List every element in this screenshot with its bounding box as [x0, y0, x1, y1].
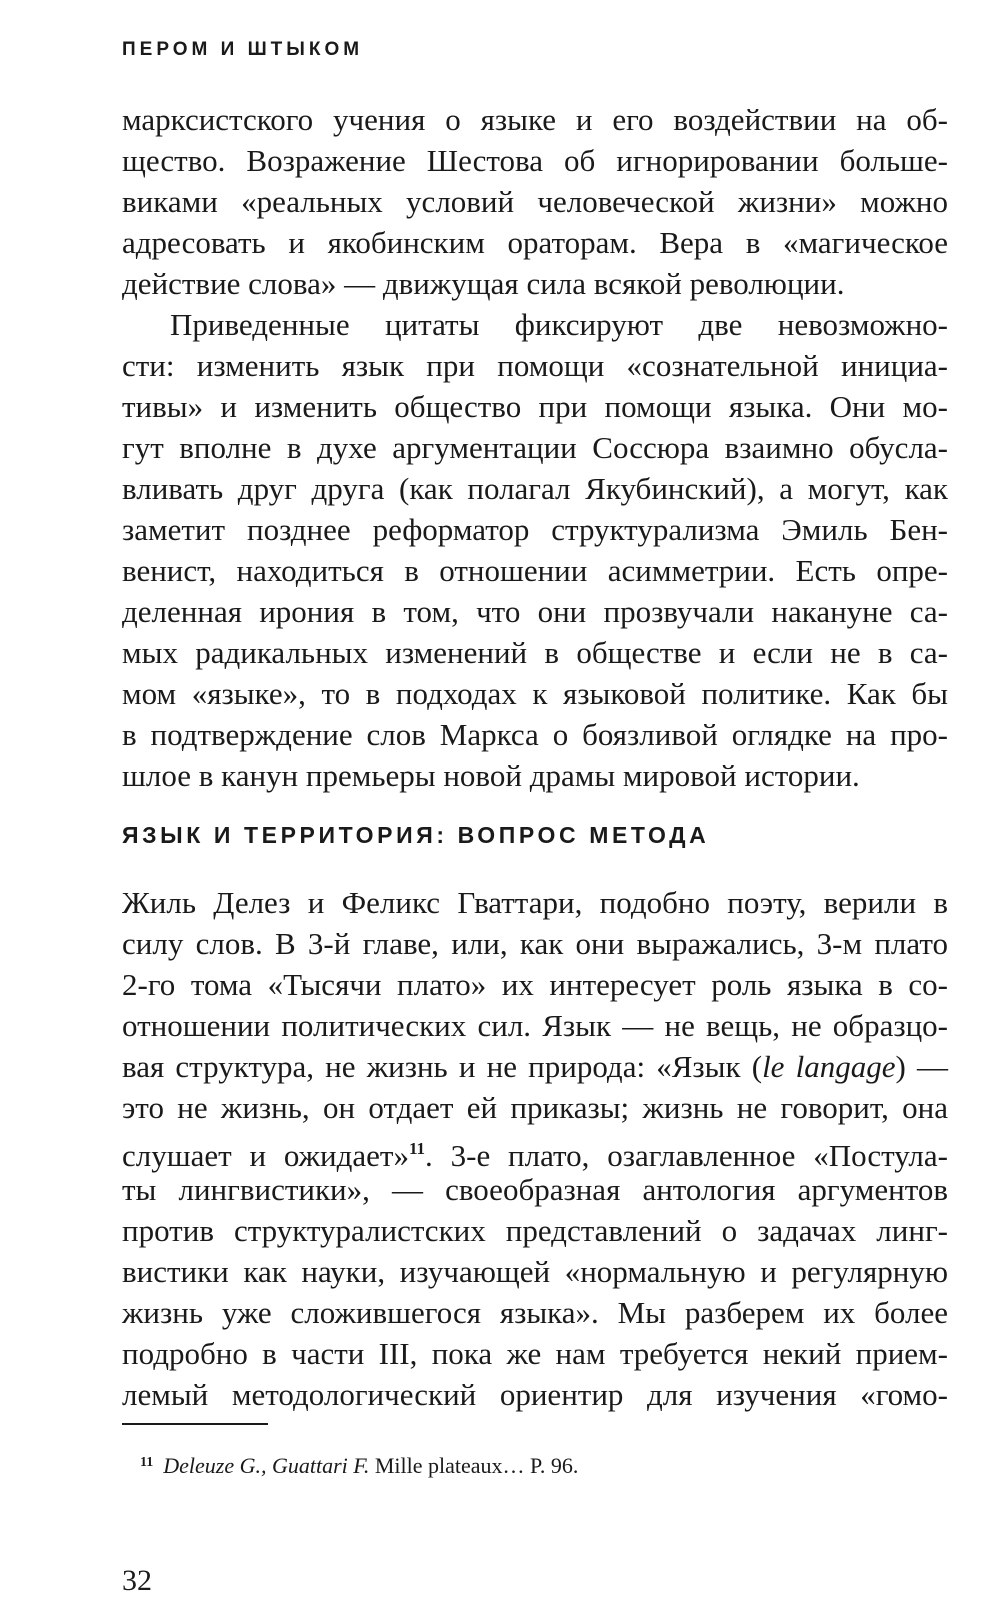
footnote-number: 11	[140, 1455, 154, 1470]
text-line: мом «языке», то в подходах к языковой политике. Как бы	[122, 676, 948, 711]
text-line: тивы» и изменить общество при помощи языка. Они мо-	[122, 389, 948, 424]
running-head: ПЕРОМ И ШТЫКОМ	[122, 39, 364, 60]
text-segment: слушает и ожидает»	[122, 1138, 409, 1173]
footnote-reference[interactable]: 11	[408, 1139, 426, 1158]
text-line: сти: изменить язык при помощи «сознательной инициа-	[122, 348, 948, 383]
footnote-authors: Deleuze G., Guattari F.	[163, 1453, 370, 1478]
text-line: шлое в канун премьеры новой драмы мировой истории.	[122, 758, 860, 793]
text-line: гут вполне в духе аргументации Соссюра взаимно обусла-	[122, 430, 948, 465]
page-number: 32	[122, 1564, 152, 1597]
text-line: лемый методологический ориентир для изучения «гомо-	[122, 1377, 948, 1412]
text-line: Жиль Делез и Феликс Гваттари, подобно поэту, верили в	[122, 885, 948, 920]
text-line: мых радикальных изменений в обществе и если не в са-	[122, 635, 948, 670]
text-line	[122, 1047, 948, 1087]
text-line: силу слов. В 3-й главе, или, как они выражались, 3-м плато	[122, 926, 948, 961]
text-line: действие слова» — движущая сила всякой революции.	[122, 266, 845, 301]
text-line: вливать друг друга (как полагал Якубинский), а могут, как	[122, 471, 948, 506]
text-line: деленная ирония в том, что они прозвучали накануне са-	[122, 594, 948, 629]
text-line: марксистского учения о языке и его воздействии на об-	[122, 102, 948, 137]
text-line: 2-го тома «Тысячи плато» их интересует роль языка в со-	[122, 967, 948, 1002]
text-line: в подтверждение слов Маркса о боязливой оглядке на про-	[122, 717, 948, 752]
text-line: подробно в части III, пока же нам требуется некий прием-	[122, 1336, 948, 1371]
text-segment: ) —	[895, 1049, 948, 1084]
text-line: это не жизнь, он отдает ей приказы; жизнь не говорит, она	[122, 1090, 948, 1125]
text-line: вистики как науки, изучающей «нормальную и регулярную	[122, 1254, 948, 1289]
section-heading: ЯЗЫК И ТЕРРИТОРИЯ: ВОПРОС МЕТОДА	[122, 822, 710, 848]
text-line: заметит позднее реформатор структурализма Эмиль Бен-	[122, 512, 948, 547]
text-line: отношении политических сил. Язык — не вещь, не образцо-	[122, 1008, 948, 1043]
text-line	[122, 1129, 948, 1173]
footnote-title: Mille plateaux… P. 96.	[374, 1453, 579, 1478]
text-line: против структуралистских представлений о задачах линг-	[122, 1213, 948, 1248]
text-line: жизнь уже сложившегося языка». Мы разберем их более	[122, 1295, 948, 1330]
footnote	[140, 1448, 578, 1481]
text-line: щество. Возражение Шестова об игнорировании больше-	[122, 143, 948, 178]
text-segment: вая структура, не жизнь и не природа: «Язык (	[122, 1049, 763, 1084]
text-line: виками «реальных условий человеческой жизни» можно	[122, 184, 948, 219]
footnote-rule	[122, 1423, 268, 1425]
text-line: венист, находиться в отношении асимметрии. Есть опре-	[122, 553, 948, 588]
text-line: Приведенные цитаты фиксируют две невозможно-	[170, 307, 948, 342]
text-segment: . 3-е плато, озаглавленное «Постула-	[425, 1138, 948, 1173]
text-line: ты лингвистики», — своеобразная антология аргументов	[122, 1172, 948, 1207]
text-line: адресовать и якобинским ораторам. Вера в «магическое	[122, 225, 948, 260]
italic-term: le langage	[762, 1049, 896, 1084]
